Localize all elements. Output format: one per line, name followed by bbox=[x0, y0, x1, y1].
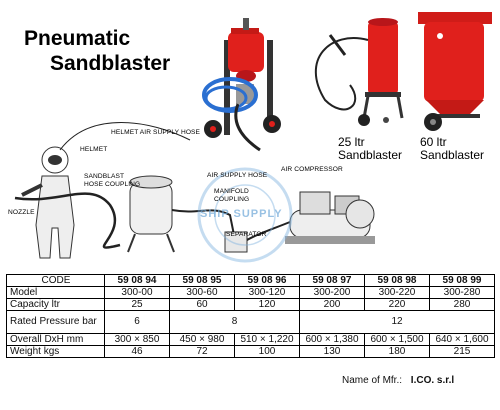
table-cell: 280 bbox=[430, 299, 495, 311]
caption-60l-line1: 60 ltr bbox=[420, 135, 447, 149]
caption-25l-line1: 25 ltr bbox=[338, 135, 365, 149]
table-cell: 300-280 bbox=[430, 287, 495, 299]
table-cell: 300-220 bbox=[365, 287, 430, 299]
table-cell: 510 × 1,220 bbox=[235, 334, 300, 346]
table-cell: 6 bbox=[105, 311, 170, 334]
caption-60l bbox=[420, 136, 484, 162]
table-cell: 300-60 bbox=[170, 287, 235, 299]
col-code-5: 59 08 98 bbox=[365, 275, 430, 287]
manufacturer-value: I.CO. s.r.l bbox=[410, 375, 455, 386]
row-label: Capacity ltr bbox=[7, 299, 105, 311]
table-cell: 600 × 1,380 bbox=[300, 334, 365, 346]
table-cell: 200 bbox=[300, 299, 365, 311]
manufacturer-label: Name of Mfr.: bbox=[342, 375, 403, 386]
caption-60l-line2: Sandblaster bbox=[420, 148, 485, 162]
label-sandblast-1: SANDBLAST bbox=[84, 173, 125, 180]
table-header-row bbox=[7, 275, 495, 287]
table-cell: 600 × 1,500 bbox=[365, 334, 430, 346]
title-line-2: Sandblaster bbox=[50, 52, 171, 75]
table-cell: 130 bbox=[300, 346, 365, 358]
table-cell: 180 bbox=[365, 346, 430, 358]
caption-25l-line2: Sandblaster bbox=[338, 148, 403, 162]
table-cell: 100 bbox=[235, 346, 300, 358]
table-row-dimensions bbox=[7, 334, 495, 346]
watermark-text: SHIP SUPPLY bbox=[200, 208, 283, 220]
label-helmet: HELMET bbox=[80, 146, 108, 153]
table-cell: 300-120 bbox=[235, 287, 300, 299]
table-cell: 60 bbox=[170, 299, 235, 311]
label-manifold-1: MANIFOLD bbox=[214, 188, 249, 195]
col-code-6: 59 08 99 bbox=[430, 275, 495, 287]
label-manifold-2: COUPLING bbox=[214, 196, 250, 203]
row-label: Overall DxH mm bbox=[7, 334, 105, 346]
col-code-3: 59 08 96 bbox=[235, 275, 300, 287]
table-cell: 72 bbox=[170, 346, 235, 358]
label-air-compressor: AIR COMPRESSOR bbox=[281, 166, 343, 173]
table-cell: 120 bbox=[235, 299, 300, 311]
label-air-supply-hose: AIR SUPPLY HOSE bbox=[207, 172, 268, 179]
label-sandblast-2: HOSE COUPLING bbox=[84, 181, 141, 188]
col-code-1: 59 08 94 bbox=[105, 275, 170, 287]
table-cell: 12 bbox=[300, 311, 495, 334]
col-code: CODE bbox=[7, 275, 105, 287]
col-code-4: 59 08 97 bbox=[300, 275, 365, 287]
table-cell: 300 × 850 bbox=[105, 334, 170, 346]
table-cell: 46 bbox=[105, 346, 170, 358]
table-cell: 640 × 1,600 bbox=[430, 334, 495, 346]
table-cell: 25 bbox=[105, 299, 170, 311]
col-code-2: 59 08 95 bbox=[170, 275, 235, 287]
label-separator: SEPARATOR bbox=[226, 231, 267, 238]
row-label: Rated Pressure bar bbox=[7, 311, 105, 334]
operator-figure bbox=[22, 147, 74, 258]
row-label: Weight kgs bbox=[7, 346, 105, 358]
trolley-sandblaster-image bbox=[204, 18, 281, 150]
table-row-model bbox=[7, 287, 495, 299]
spec-table bbox=[6, 274, 495, 358]
table-row-weight bbox=[7, 346, 495, 358]
table-cell: 300-200 bbox=[300, 287, 365, 299]
label-helmet-air-supply-hose: HELMET AIR SUPPLY HOSE bbox=[111, 129, 201, 136]
table-cell: 300-00 bbox=[105, 287, 170, 299]
table-cell: 220 bbox=[365, 299, 430, 311]
caption-25l bbox=[338, 136, 402, 162]
sandblaster-25l-image bbox=[316, 18, 402, 126]
label-nozzle: NOZZLE bbox=[8, 209, 35, 216]
table-cell: 450 × 980 bbox=[170, 334, 235, 346]
row-label: Model bbox=[7, 287, 105, 299]
sandblaster-60l-image bbox=[418, 12, 492, 131]
table-row-pressure bbox=[7, 311, 495, 334]
title-line-1: Pneumatic bbox=[24, 27, 131, 50]
table-row-capacity bbox=[7, 299, 495, 311]
table-cell: 8 bbox=[170, 311, 300, 334]
table-cell: 215 bbox=[430, 346, 495, 358]
manufacturer-line bbox=[342, 375, 454, 386]
